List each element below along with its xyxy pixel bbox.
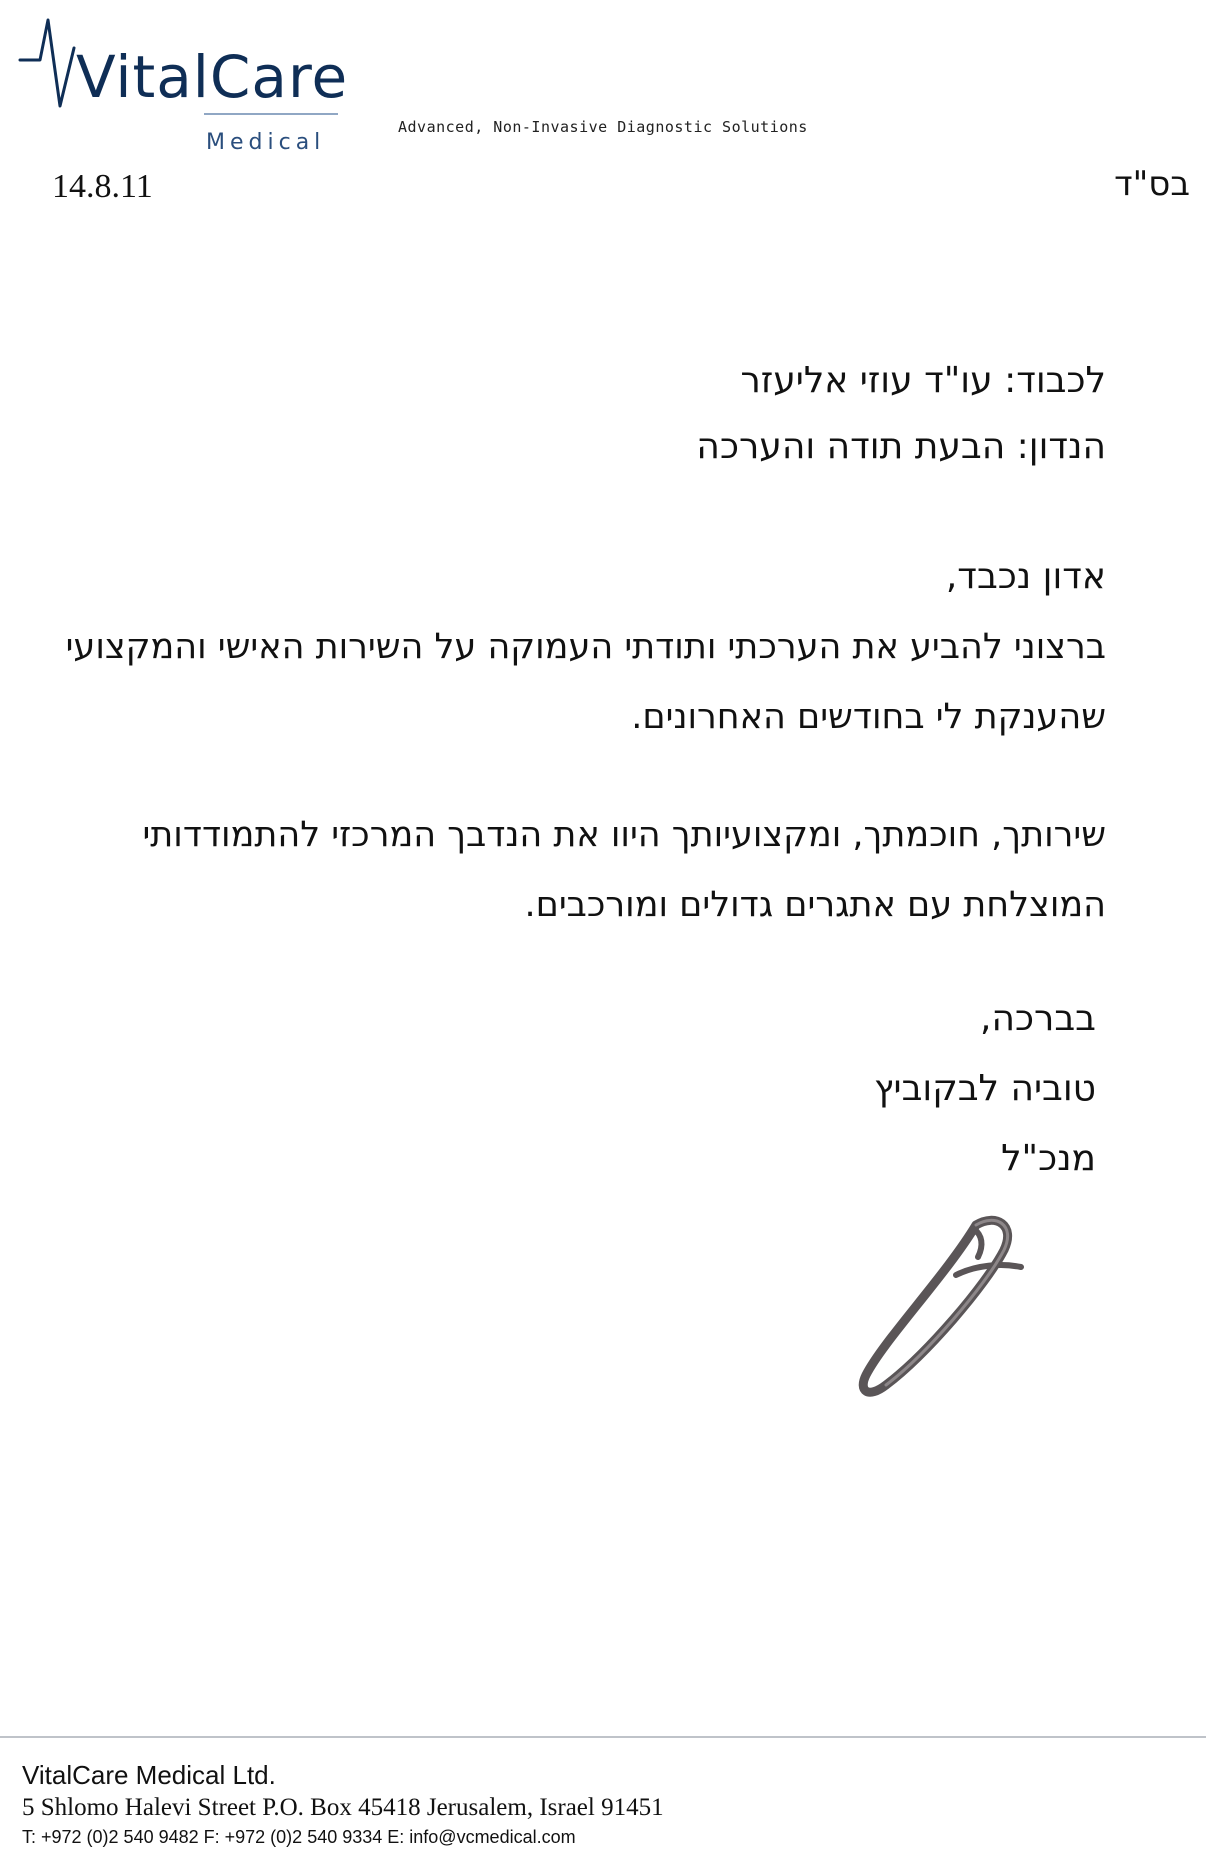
letterhead-footer (22, 1758, 1182, 1850)
company-tagline: Advanced, Non-Invasive Diagnostic Solutions (398, 118, 808, 136)
bsd-mark: בס"ד (1114, 164, 1190, 204)
signer-role: מנכ"ל (1001, 1138, 1096, 1179)
recipient-line: לכבוד: עו"ד עוזי אליעזר (740, 360, 1106, 401)
salutation: אדון נכבד, (945, 556, 1106, 597)
letter-date: 14.8.11 (52, 168, 153, 205)
logo-subtitle: Medical (206, 130, 326, 155)
footer-divider (0, 1736, 1206, 1738)
vitalcare-logo (18, 18, 349, 155)
subject-line: הנדון: הבעת תודה והערכה (696, 426, 1106, 467)
footer-contact: T: +972 (0)2 540 9482 F: +972 (0)2 540 9334 E: info@vcmedical.com (22, 1827, 576, 1847)
body-paragraph-1: ברצוני להביע את הערכתי ותודתי העמוקה על השירות האישי והמקצועי שהענקת לי בחודשים האחרונים. (65, 627, 1106, 737)
footer-company: VitalCare Medical Ltd. (22, 1760, 276, 1790)
body-paragraph-2: שירותך, חוכמתך, ומקצועיותך היוו את הנדבך המרכזי להתמודדותי המוצלחת עם אתגרים גדולים ומורכבים. (142, 815, 1106, 925)
logo-name: VitalCare (76, 43, 349, 111)
handwritten-signature (856, 1205, 1036, 1405)
footer-address: 5 Shlomo Halevi Street P.O. Box 45418 Jerusalem, Israel 91451 (22, 1794, 664, 1821)
closing: בברכה, (980, 998, 1096, 1039)
signer-name: טוביה לבקוביץ (874, 1068, 1096, 1109)
